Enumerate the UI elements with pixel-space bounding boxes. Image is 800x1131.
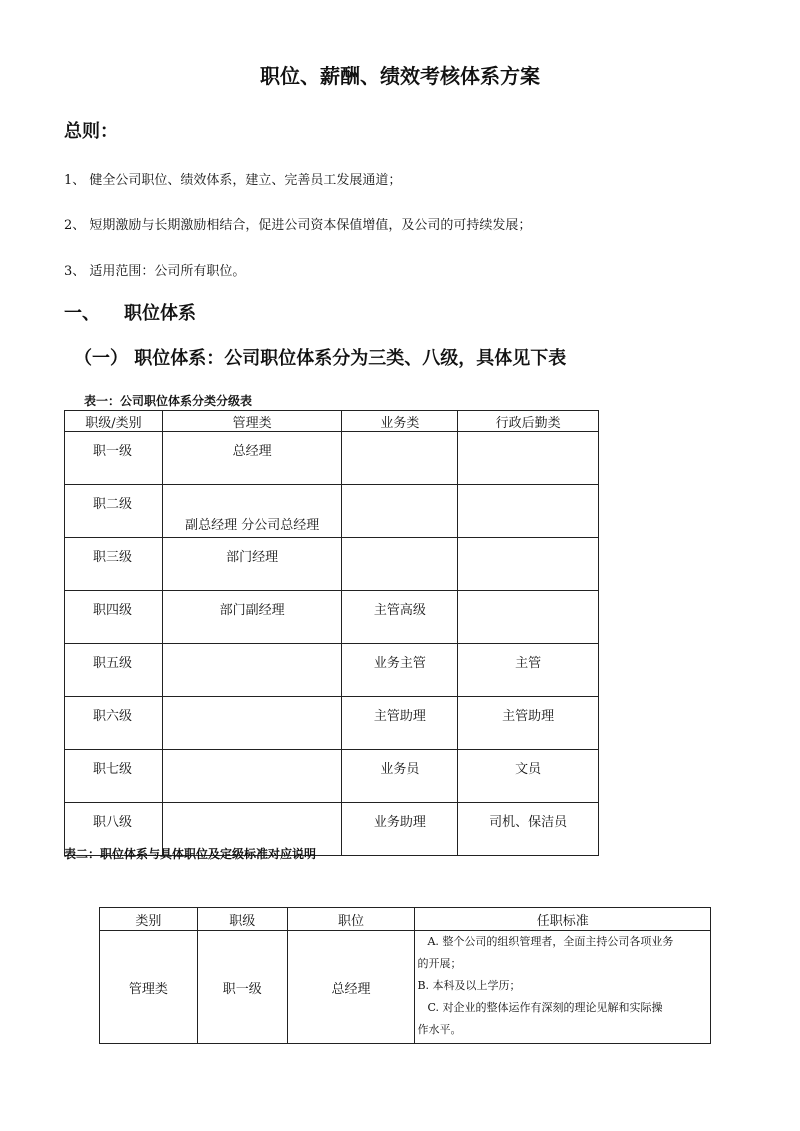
table-cell bbox=[458, 538, 599, 591]
table-cell: 职二级 bbox=[65, 485, 163, 538]
table-header-cell: 职级 bbox=[197, 908, 287, 931]
position-criteria-table bbox=[99, 907, 711, 1044]
table-row bbox=[65, 591, 599, 644]
criteria-line: A. 整个公司的组织管理者，全面主持公司各项业务 bbox=[427, 935, 674, 948]
table-cell: 部门经理 bbox=[162, 538, 342, 591]
criteria-line: 作水平。 bbox=[417, 1023, 462, 1036]
general-heading: 总则： bbox=[64, 121, 118, 142]
table-cell: 管理类 bbox=[100, 931, 198, 1044]
table-header-row bbox=[100, 908, 711, 931]
table-row bbox=[65, 538, 599, 591]
document-title: 职位、薪酬、绩效考核体系方案 bbox=[260, 64, 540, 88]
table-header-cell: 职位 bbox=[287, 908, 415, 931]
criteria-line: 的开展； bbox=[417, 957, 462, 970]
table-header-row bbox=[65, 411, 599, 432]
table-cell: 总经理 bbox=[287, 931, 415, 1044]
table-header-cell: 行政后勤类 bbox=[458, 411, 599, 432]
table2-caption: 表二：职位体系与具体职位及定级标准对应说明 bbox=[64, 847, 317, 861]
table-cell: 主管助理 bbox=[458, 697, 599, 750]
table-row bbox=[65, 485, 599, 538]
table-cell: 业务助理 bbox=[342, 803, 458, 856]
position-levels-table bbox=[64, 410, 599, 856]
table-cell: 职一级 bbox=[65, 432, 163, 485]
table-cell bbox=[162, 697, 342, 750]
table-cell: 职四级 bbox=[65, 591, 163, 644]
table-cell bbox=[162, 750, 342, 803]
table-cell: 部门副经理 bbox=[162, 591, 342, 644]
table-header-cell: 类别 bbox=[100, 908, 198, 931]
table-cell: 职六级 bbox=[65, 697, 163, 750]
table-cell: 主管助理 bbox=[342, 697, 458, 750]
table-cell: 业务主管 bbox=[342, 644, 458, 697]
section-1-number: 一、 bbox=[64, 303, 100, 324]
table-cell bbox=[162, 644, 342, 697]
table-cell: 司机、保洁员 bbox=[458, 803, 599, 856]
table-cell: 文员 bbox=[458, 750, 599, 803]
table-row bbox=[65, 432, 599, 485]
general-item-1: 1、 健全公司职位、绩效体系，建立、完善员工发展通道； bbox=[64, 173, 402, 188]
table-cell bbox=[458, 432, 599, 485]
table-row bbox=[65, 697, 599, 750]
table-cell: 总经理 bbox=[162, 432, 342, 485]
table-row bbox=[65, 644, 599, 697]
table-cell: 主管高级 bbox=[342, 591, 458, 644]
criteria-line: B. 本科及以上学历； bbox=[417, 979, 521, 992]
criteria-line: C. 对企业的整体运作有深刻的理论见解和实际操 bbox=[427, 1001, 663, 1014]
table-cell: 副总经理 分公司总经理 bbox=[162, 485, 342, 538]
table-cell: 业务员 bbox=[342, 750, 458, 803]
table-cell bbox=[458, 591, 599, 644]
section-1-title: 职位体系 bbox=[124, 303, 196, 324]
table-cell: 职八级 bbox=[65, 803, 163, 856]
table-cell bbox=[458, 485, 599, 538]
table-row bbox=[65, 750, 599, 803]
general-item-3: 3、 适用范围：公司所有职位。 bbox=[64, 264, 246, 279]
section-1-1-heading: （一） 职位体系：公司职位体系分为三类、八级，具体见下表 bbox=[74, 348, 567, 369]
table-cell bbox=[342, 538, 458, 591]
table-row bbox=[100, 931, 711, 1044]
general-item-2: 2、 短期激励与长期激励相结合，促进公司资本保值增值，及公司的可持续发展； bbox=[64, 218, 532, 233]
table1-caption: 表一：公司职位体系分类分级表 bbox=[84, 394, 253, 408]
table-cell: 职七级 bbox=[65, 750, 163, 803]
table-cell: 职三级 bbox=[65, 538, 163, 591]
table-cell bbox=[342, 485, 458, 538]
table-header-cell: 任职标准 bbox=[415, 908, 711, 931]
table-cell: 主管 bbox=[458, 644, 599, 697]
criteria-cell bbox=[415, 931, 711, 1044]
table-header-cell: 管理类 bbox=[162, 411, 342, 432]
section-1-heading bbox=[64, 299, 196, 325]
table-header-cell: 业务类 bbox=[342, 411, 458, 432]
table-cell bbox=[342, 432, 458, 485]
table-cell: 职一级 bbox=[197, 931, 287, 1044]
table-cell: 职五级 bbox=[65, 644, 163, 697]
table-header-cell: 职级/类别 bbox=[65, 411, 163, 432]
